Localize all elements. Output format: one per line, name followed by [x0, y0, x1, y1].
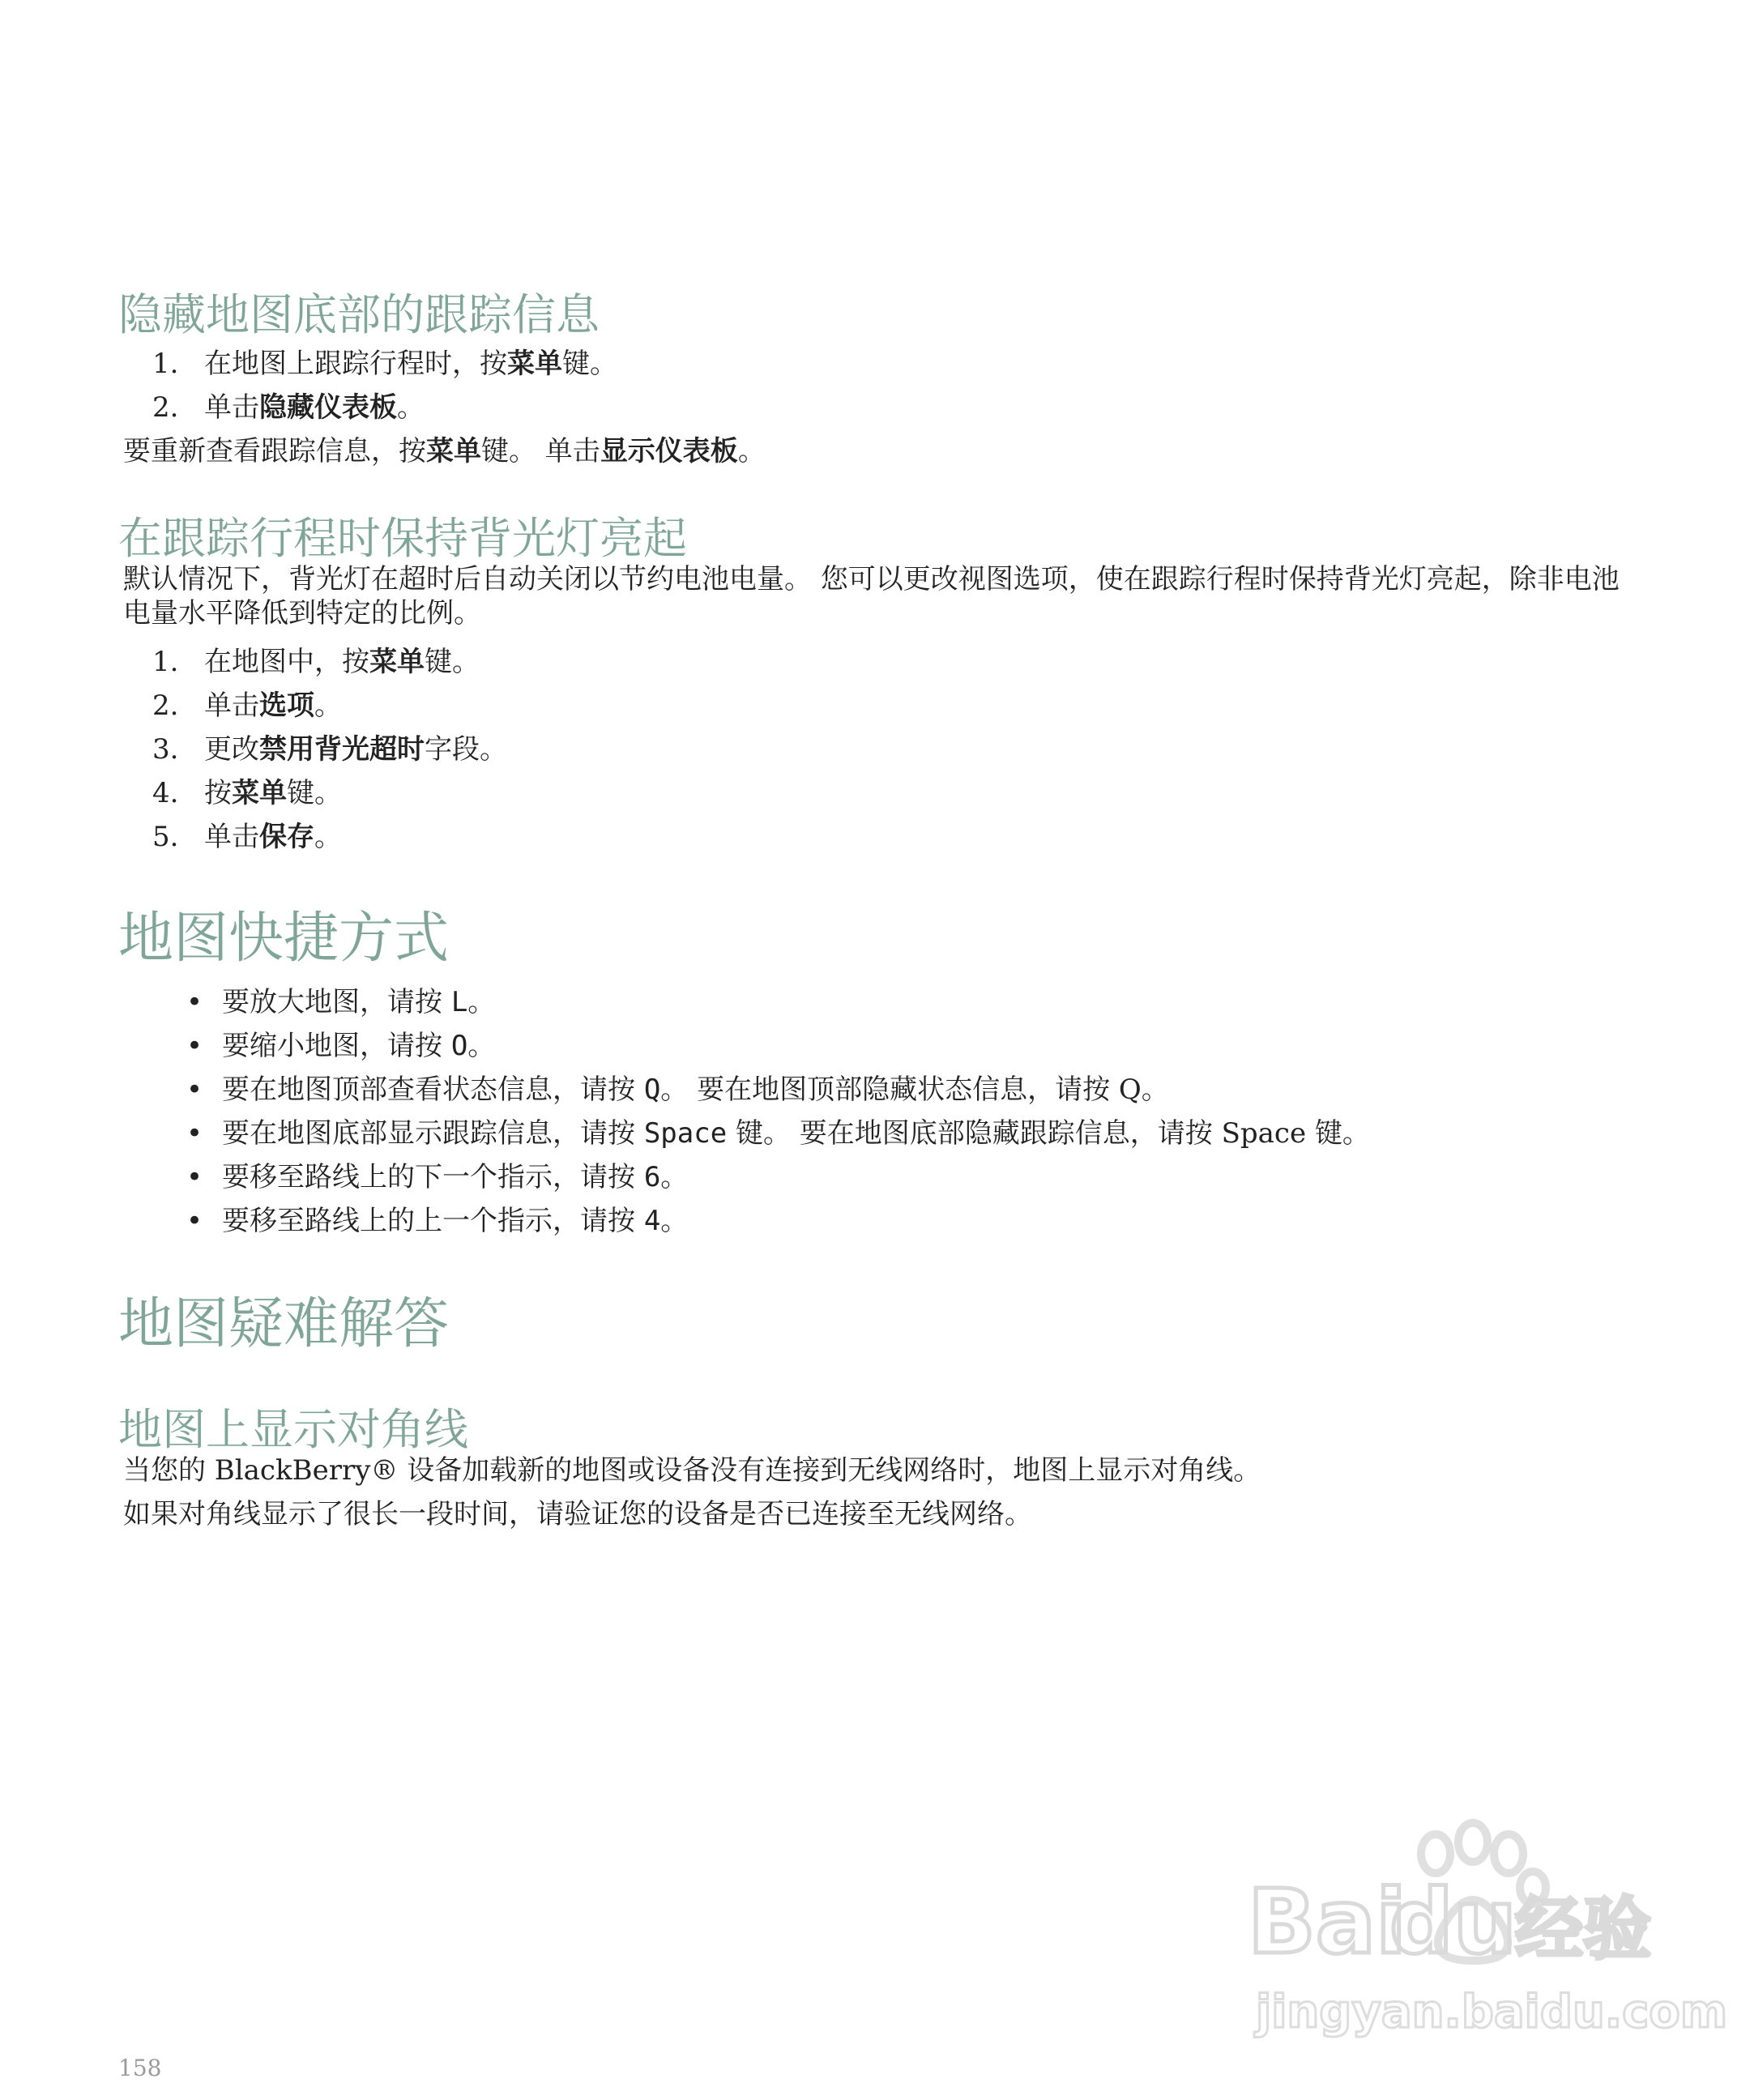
bullet-text: 要移至路线上的下一个指示，请按: [222, 1161, 644, 1193]
bullet-text-end: 。: [467, 986, 496, 1018]
shortcut-key: O: [450, 1030, 468, 1062]
step-text-end: 键。: [562, 348, 617, 380]
bullet-item: [186, 1073, 1169, 1107]
step-text: 在地图中，按: [204, 646, 369, 678]
step-bold-term: 隐藏仪表板: [259, 391, 397, 424]
step-item: [152, 732, 507, 766]
step-bold-term: 菜单: [232, 777, 287, 809]
subheading-diagonal-lines: 地图上显示对角线: [118, 1404, 468, 1455]
troubleshoot-line-1: 当您的 BlackBerry® 设备加载新的地图或设备没有连接到无线网络时，地图上显示对角线。: [123, 1454, 1261, 1487]
step-item: [152, 689, 342, 723]
step-number: 5.: [152, 821, 179, 853]
page-number: 158: [118, 2055, 162, 2081]
step-number: 3.: [152, 733, 179, 766]
step-item: [152, 776, 342, 810]
note-line: [123, 434, 766, 468]
bullet-text-end: 键。 要在地图底部隐藏跟踪信息，请按 Space 键。: [727, 1117, 1370, 1150]
troubleshoot-line-2: 如果对角线显示了很长一段时间，请验证您的设备是否已连接至无线网络。: [123, 1498, 1032, 1530]
bullet-item: [186, 1029, 495, 1063]
step-item: [152, 820, 342, 854]
step-text: 单击: [204, 689, 259, 722]
bullet-text-end: 。 要在地图顶部隐藏状态信息，请按 Q。: [660, 1073, 1169, 1106]
note-text: 。: [737, 435, 766, 467]
bullet-text-end: 。: [660, 1161, 689, 1193]
step-item: [152, 645, 480, 679]
step-bold-term: 选项: [259, 689, 314, 722]
note-text: 键。 单击: [481, 435, 600, 467]
shortcut-key: 6: [643, 1161, 661, 1193]
step-text: 单击: [204, 391, 259, 424]
step-bold-term: 禁用背光超时: [259, 733, 425, 766]
bullet-marker: •: [186, 1030, 203, 1062]
watermark-url: jingyan.baidu.com: [1256, 1986, 1728, 2038]
watermark-brand: Bai: [1248, 1870, 1406, 1974]
step-text: 在地图上跟踪行程时，按: [204, 348, 507, 380]
bullet-item: [186, 1204, 688, 1238]
step-bold-term: 菜单: [369, 646, 425, 678]
bullet-marker: •: [186, 1117, 203, 1150]
step-text-end: 。: [314, 821, 342, 853]
shortcut-key: Q: [643, 1073, 661, 1106]
note-text: 要重新查看跟踪信息，按: [123, 435, 426, 467]
step-text: 更改: [204, 733, 259, 766]
step-item: [152, 391, 425, 425]
shortcut-key: Space: [643, 1117, 728, 1150]
step-text-end: 。: [314, 689, 342, 722]
bullet-item: [186, 1160, 688, 1194]
note-bold-term: 显示仪表板: [600, 435, 738, 467]
svg-text:du: du: [1389, 1870, 1517, 1974]
shortcut-key: 4: [643, 1205, 661, 1237]
shortcut-key: L: [450, 986, 468, 1018]
step-text: 按: [204, 777, 232, 809]
step-item: [152, 347, 617, 381]
step-number: 4.: [152, 777, 179, 809]
svg-text:经验: 经验: [1515, 1889, 1652, 1969]
baidu-jingyan-watermark-logo: [1248, 1815, 1728, 2058]
bullet-text: 要放大地图，请按: [222, 986, 451, 1018]
bullet-text-end: 。: [660, 1205, 689, 1237]
step-bold-term: 保存: [259, 821, 314, 853]
step-number: 2.: [152, 689, 179, 722]
step-text-end: 字段。: [425, 733, 507, 766]
step-text-end: 键。: [425, 646, 480, 678]
bullet-text: 要在地图底部显示跟踪信息，请按: [222, 1117, 644, 1150]
bullet-marker: •: [186, 1161, 203, 1193]
step-number: 1.: [152, 348, 179, 380]
step-text-end: 键。: [287, 777, 342, 809]
step-number: 1.: [152, 646, 179, 678]
step-text: 单击: [204, 821, 259, 853]
bullet-text-end: 。: [467, 1030, 496, 1062]
bullet-marker: •: [186, 986, 203, 1018]
backlight-paragraph: 默认情况下，背光灯在超时后自动关闭以节约电池电量。 您可以更改视图选项，使在跟踪行程时保持背光灯亮起，除非电池电量水平降低到特定的比例。: [123, 563, 1620, 630]
section-heading-troubleshooting: 地图疑难解答: [118, 1292, 450, 1356]
note-bold-term: 菜单: [426, 435, 481, 467]
bullet-marker: •: [186, 1073, 203, 1106]
step-number: 2.: [152, 391, 179, 424]
step-text-end: 。: [397, 391, 425, 424]
step-bold-term: 菜单: [507, 348, 562, 380]
bullet-text: 要缩小地图，请按: [222, 1030, 451, 1062]
bullet-item: [186, 985, 495, 1019]
bullet-marker: •: [186, 1205, 203, 1237]
bullet-text: 要移至路线上的上一个指示，请按: [222, 1205, 644, 1237]
section-heading-hide-tracking: 隐藏地图底部的跟踪信息: [118, 289, 600, 340]
bullet-text: 要在地图顶部查看状态信息，请按: [222, 1073, 644, 1106]
section-heading-backlight: 在跟踪行程时保持背光灯亮起: [118, 513, 687, 564]
section-heading-shortcuts: 地图快捷方式: [118, 907, 450, 971]
bullet-item: [186, 1116, 1370, 1150]
